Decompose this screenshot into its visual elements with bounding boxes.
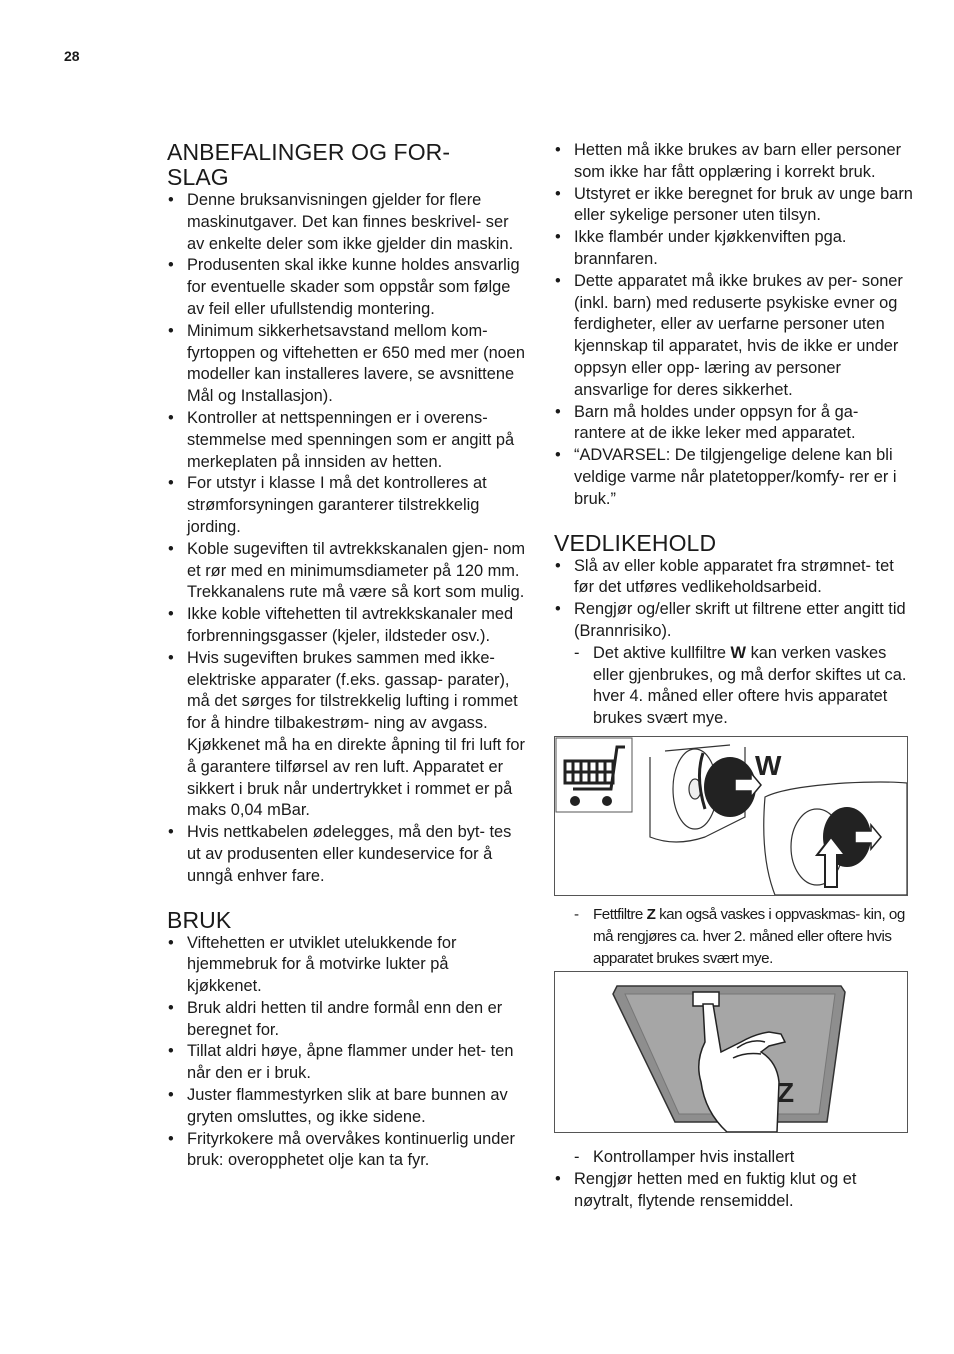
- list-item: • Tillat aldri høye, åpne flammer under het- ten når den er i bruk.: [168, 1042, 514, 1083]
- list-item: • Ikke flambér under kjøkkenviften pga. brannfaren.: [555, 228, 847, 268]
- list-item: • Kontroller at nettspenningen er i overens- stemmelse med spenningen som er angitt på merkeplaten på innsiden av hetten.: [168, 408, 515, 471]
- list-item: • Juster flammestyrken slik at bare bunnen av gryten omsluttes, og ikke sidene.: [168, 1086, 508, 1126]
- list-item: • Utstyret er ikke beregnet for bruk av unge barn eller sykelige personer uten tilsyn.: [555, 184, 913, 225]
- list-item: • Minimum sikkerhetsavstand mellom kom- fyrtoppen og viftehetten er 650 med mer (noen modeller kan installeres lavere, se avsnittene Mål og Installasjon).: [168, 321, 526, 406]
- list-item: • Denne bruksanvisningen gjelder for flere maskinutgaver. Det kan finnes beskrivel- ser av enkelte deler som ikke gjelder din maskin.: [168, 191, 514, 253]
- usage-list: [167, 933, 527, 1173]
- list-item: • Ikke koble viftehetten til avtrekkskanaler med forbrenningsgasser (kjeler, ildsteder osv.).: [168, 605, 514, 645]
- left-column: [167, 140, 527, 1172]
- cart-box: [556, 738, 632, 812]
- grease-filter-figure: [554, 971, 908, 1133]
- list-item: • Hvis nettkabelen ødelegges, må den byt- tes ut av produsenten eller kundeservice for å unngå enhver fare.: [168, 823, 512, 885]
- recommendations-heading-line2: SLAG: [167, 164, 229, 190]
- page-number: 28: [64, 48, 80, 64]
- list-item: • Slå av eller koble apparatet fra strømnet- tet før det utføres vedlikeholdsarbeid.: [555, 556, 894, 597]
- maintenance-list: [554, 556, 914, 643]
- maintenance-list-end: [554, 1169, 914, 1213]
- charcoal-filter-illustration: [555, 737, 907, 895]
- list-item: • Produsenten skal ikke kunne holdes ansvarlig for eventuelle skader som oppstår som følge av feil eller ufullstendig montering.: [168, 256, 520, 318]
- charcoal-filter-figure: [554, 736, 908, 896]
- list-item: • Hvis sugeviften brukes sammen med ikke-elektriske apparater (f.eks. gassap- parater), må det sørges for tilstrekkelig lufting i rommet for å hindre tilbakestrøm- ning av avgass. Kjøkkenet må ha en direkte åpning til fri luft for å garantere tilførsel av ren luft. Apparatet er sikkert i bruk når undertrykket i rommet er på maks 0,04 mBar.: [168, 648, 525, 820]
- sub-item-control-lamps: - Kontrollamper hvis installert: [574, 1148, 795, 1167]
- list-item: • Rengjør hetten med en fuktig klut og et nøytralt, flytende rensemiddel.: [555, 1170, 857, 1210]
- list-item: • Bruk aldri hetten til andre formål enn den er beregnet for.: [168, 998, 503, 1039]
- filter-w-label: W: [755, 749, 782, 781]
- maintenance-heading: VEDLIKEHOLD: [554, 529, 717, 556]
- list-item: • “ADVARSEL: De tilgjengelige delene kan bli veldige varme når platetopper/komfy- rer er i bruk.”: [555, 446, 897, 508]
- usage-continued-list: [554, 140, 914, 511]
- list-item: • Viftehetten er utviklet utelukkende for hjemmebruk for å motvirke lukter på kjøkkenet.: [168, 933, 457, 996]
- list-item: • Hetten må ikke brukes av barn eller personer som ikke har fått opplæring i korrekt bruk.: [555, 141, 902, 181]
- usage-heading: BRUK: [167, 906, 232, 933]
- recommendations-heading-line1: ANBEFALINGER OG FOR-: [167, 139, 451, 165]
- recommendations-heading: [167, 140, 527, 190]
- list-item: • Frityrkokere må overvåkes kontinuerlig under bruk: overopphetet olje kan ta fyr.: [168, 1129, 515, 1170]
- sub-item-charcoal-filter: - Det aktive kullfiltre W kan verken vaskes eller gjenbrukes, og må derfor skiftes ut ca. hver 4. måned eller oftere hvis apparatet brukes svært mye.: [574, 643, 907, 728]
- grease-filter-illustration: [555, 972, 907, 1132]
- recommendations-list: [167, 190, 527, 888]
- sub-item-grease-filter: - Fettfiltre Z kan også vaskes i oppvaskmas- kin, og må rengjøres ca. hver 2. måned eller oftere hvis apparatet brukes svært mye.: [574, 905, 905, 967]
- list-item: • For utstyr i klasse I må det kontrolleres at strømforsyningen garanterer tilstrekkelig jording.: [168, 474, 487, 536]
- list-item: • Dette apparatet må ikke brukes av per- soner (inkl. barn) med reduserte psykiske evner og ferdigheter, eller av uerfarne personer uten kjennskap til apparatet, hvis de ikke er under oppsyn eller opp- læring av personer ansvarlige for deres sikkerhet.: [555, 271, 903, 399]
- filter-z-label: Z: [777, 1077, 795, 1109]
- list-item: • Koble sugeviften til avtrekkskanalen gjen- nom et rør med en minimumsdiameter på 120 mm. Trekkanalens rute må være så kort som mulig.: [168, 539, 526, 602]
- right-column: [554, 140, 914, 1213]
- list-item: • Barn må holdes under oppsyn for å ga- rantere at de ikke leker med apparatet.: [555, 402, 859, 443]
- list-item: • Rengjør og/eller skrift ut filtrene etter angitt tid (Brannrisiko).: [555, 600, 906, 640]
